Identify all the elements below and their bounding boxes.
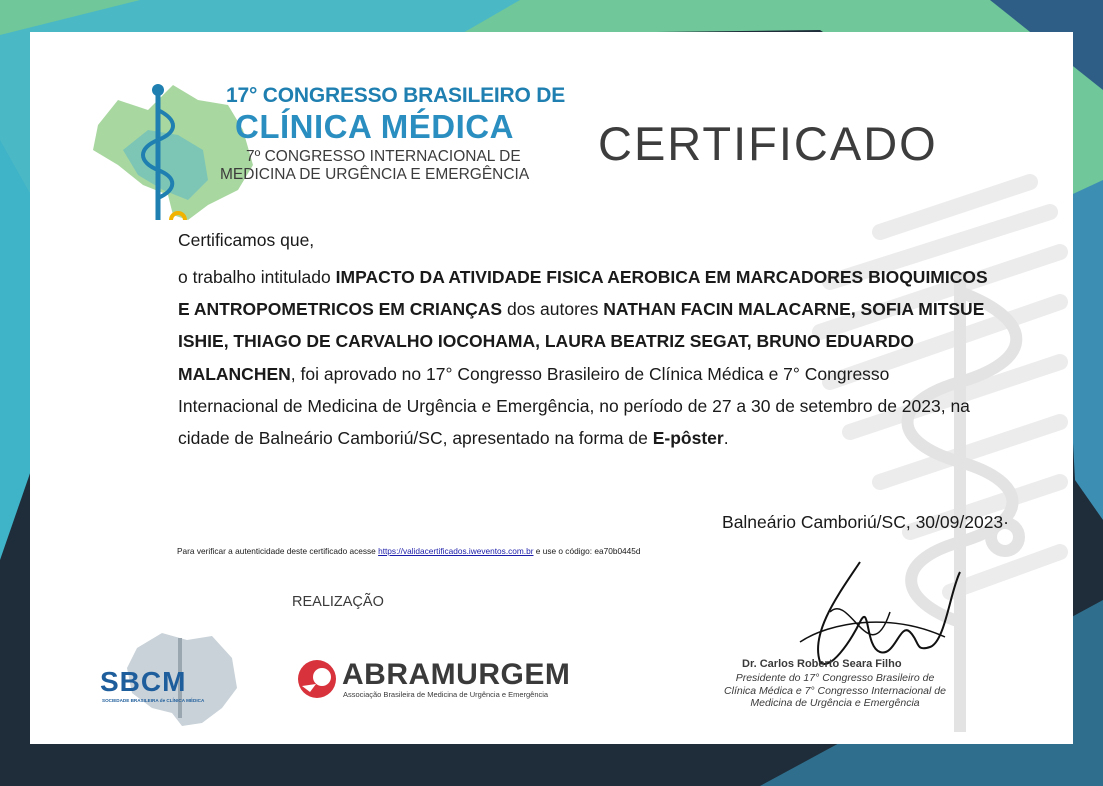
- body-text-1: o trabalho intitulado: [178, 267, 336, 287]
- verify-link[interactable]: https://validacertificados.iweventos.com.br: [378, 546, 534, 556]
- presentation-format: E-pôster: [652, 428, 724, 449]
- body-text-2: dos autores: [502, 299, 604, 320]
- abramurgem-subtitle: Associação Brasileira de Medicina de Urgência e Emergência: [343, 690, 549, 699]
- intro-text: Certificamos que,: [178, 230, 315, 250]
- signatory-role: Presidente do 17° Congresso Brasileiro de Clínica Médica e 7° Congresso Internacional de Medicina de Urgência e Emergência: [724, 672, 946, 709]
- verify-prefix: Para verificar a autenticidade deste certificado acesse: [177, 546, 379, 556]
- abramurgem-logo-text: ABRAMURGEM: [342, 658, 571, 691]
- authors: NATHAN FACIN MALACARNE, SOFIA MITSUE ISHIE, THIAGO DE CARVALHO IOCOHAMA, LAURA BEATRIZ SEGAT, BRUNO EDUARDO MALANCHEN: [178, 299, 985, 384]
- body-text-4: .: [723, 428, 729, 449]
- logo-congress-title: 17° CONGRESSO BRASILEIRO DE: [226, 84, 566, 107]
- certificate-sheet: [30, 32, 1073, 744]
- logo-urgencia: MEDICINA DE URGÊNCIA E EMERGÊNCIA: [220, 166, 530, 183]
- realizacao-label: REALIZAÇÃO: [292, 594, 384, 610]
- sbcm-logo-text: SBCM: [100, 666, 187, 697]
- logo-intl-congress: 7º CONGRESSO INTERNACIONAL DE: [246, 148, 521, 165]
- certificate-title: CERTIFICADO: [598, 117, 938, 170]
- handwritten-signature: [770, 552, 970, 672]
- abramurgem-logo-icon: [296, 658, 338, 700]
- body-text-3: , foi aprovado no 17° Congresso Brasileiro de Clínica Médica e 7° Congresso Internacional de Medicina de Urgência e Emergência, no período de 27 a 30 de setembro de 2023, na cidade de Balneário Camboriú/SC, apresentado na forma de: [178, 363, 970, 449]
- sbcm-subtitle: SOCIEDADE BRASILEIRA de CLÍNICA MÉDICA: [102, 698, 205, 703]
- verify-suffix: e use o código: ea70b0445d: [533, 546, 641, 556]
- place-date: Balneário Camboriú/SC, 30/09/2023·: [722, 512, 1009, 532]
- work-title: IMPACTO DA ATIVIDADE FISICA AEROBICA EM MARCADORES BIOQUIMICOS E ANTROPOMETRICOS EM CRIANÇAS: [178, 267, 988, 320]
- logo-clinica-medica: CLÍNICA MÉDICA: [235, 108, 514, 145]
- signatory-name: Dr. Carlos Roberto Seara Filho: [742, 658, 902, 670]
- certificate-body: [178, 261, 994, 454]
- verification-note: [177, 546, 641, 556]
